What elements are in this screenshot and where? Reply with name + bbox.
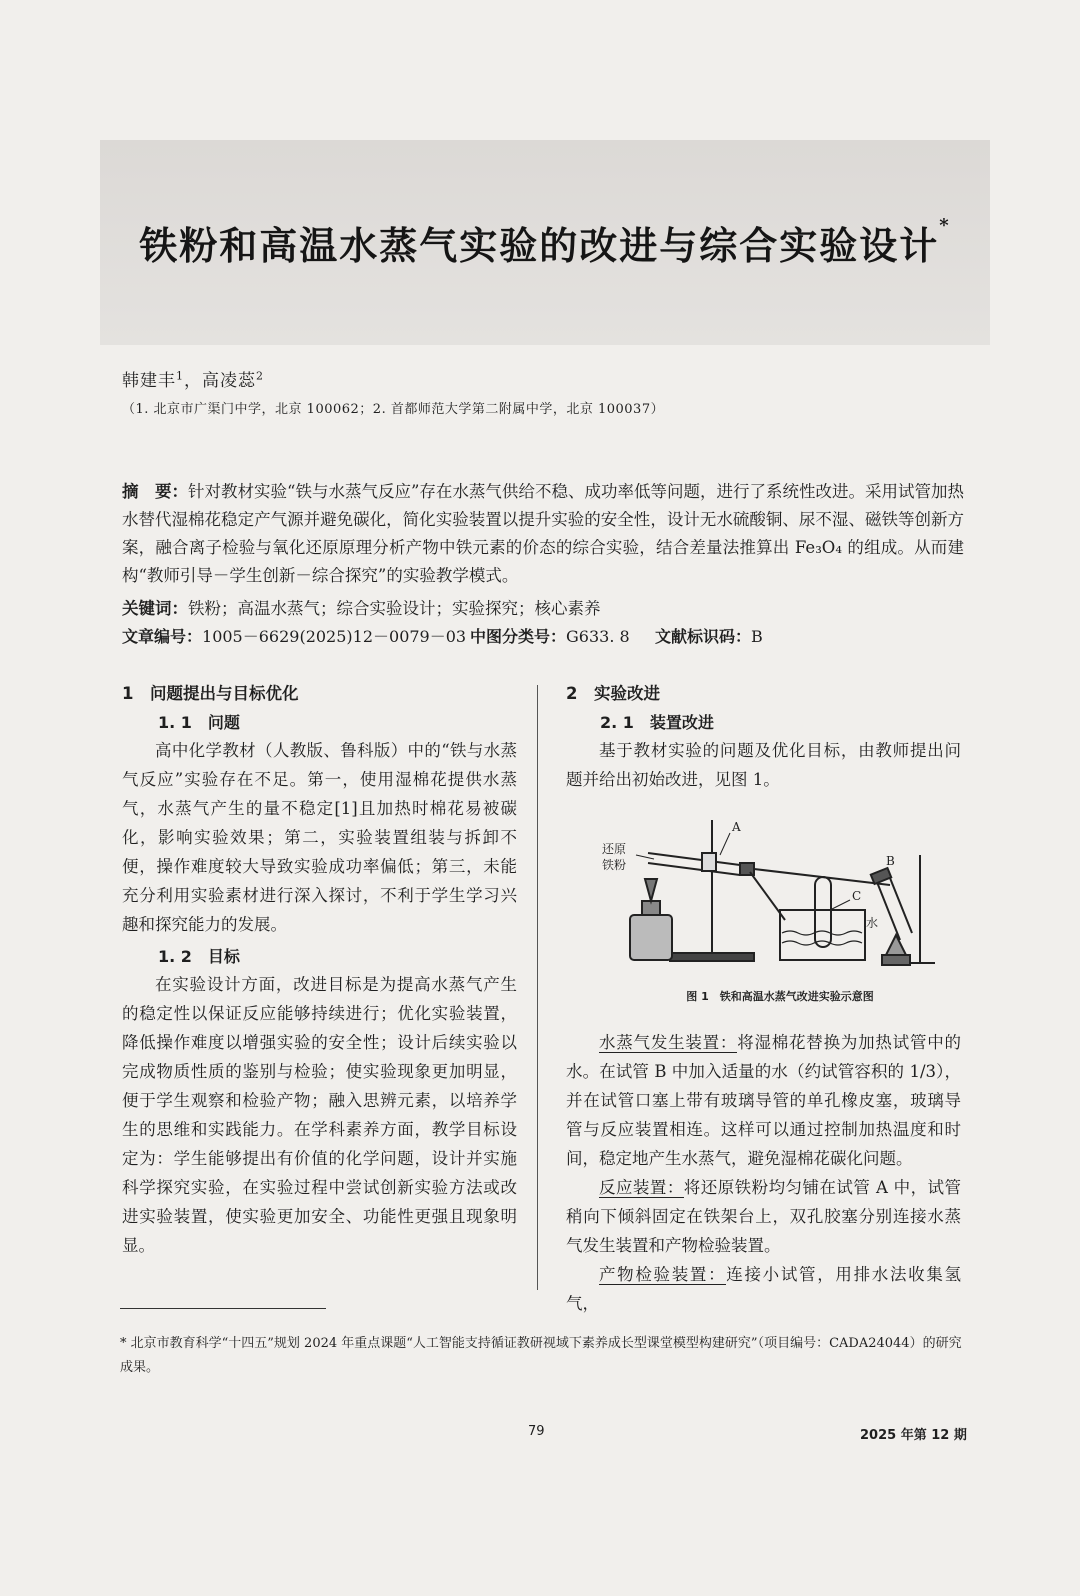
label-iron-2: 铁粉 <box>602 858 627 872</box>
label-iron-1: 还原 <box>602 842 627 856</box>
section-1-1-heading: 1. 1 问题 <box>158 713 240 732</box>
section-1-2-heading: 1. 2 目标 <box>158 947 240 966</box>
section-2-1-details: 水蒸气发生装置：将湿棉花替换为加热试管中的水。在试管 B 中加入适量的水（约试管容积的 1/3），并在试管口塞上带有玻璃导管的单孔橡皮塞，玻璃导管与反应装置相连。这样可以通过控制加热温度和时间，稳定地产生水蒸气，避免湿棉花碳化问题。 反应装置：将还原铁粉均匀铺在试管 A 中，试管稍向下倾斜固定在铁架台上，双孔胶塞分别连接水蒸气发生装置和产物检验装置。 产物检验装置：连接小试管，用排水法收集氢气， <box>566 1033 962 1313</box>
section-1-2-body: 在实验设计方面，改进目标是为提高水蒸气产生的稳定性以保证反应能够持续进行；优化实验装置，降低操作难度以增强实验的安全性；设计后续实验以完成物质性质的鉴别与检验；使实验现象更加明显，便于学生观察和检验产物；融入思辨元素，以培养学生的思维和实践能力。在学科素养方面，教学目标设定为：学生能够提出有价值的化学问题，设计并实施科学探究实验，在实验过程中尝试创新实验方法或改进实验装置，使实验更加安全、功能性更强且现象明显。 <box>122 975 517 1255</box>
document-code: 文献标识码：B <box>655 627 763 646</box>
section-2-1-body: 基于教材实验的问题及优化目标，由教师提出问题并给出初始改进，见图 1。 <box>566 741 961 789</box>
footnote: * 北京市教育科学“十四五”规划 2024 年重点课题“人工智能支持循证教研视域下素养成长型课堂模型构建研究”（项目编号：CADA24044）的研究成果。 <box>120 1336 962 1375</box>
section-1-heading: 1 问题提出与目标优化 <box>122 684 299 703</box>
affiliations: （1. 北京市广渠门中学，北京 100062；2. 首都师范大学第二附属中学，北京 100037） <box>122 402 665 417</box>
footnote-rule <box>120 1308 326 1309</box>
keywords: 关键词：铁粉；高温水蒸气；综合实验设计；实验探究；核心素养 <box>122 599 601 618</box>
water-trough <box>780 910 865 960</box>
clc-number: 中图分类号：G633. 8 <box>470 627 630 646</box>
collecting-tube-c <box>815 877 831 947</box>
page-number: 79 <box>528 1424 545 1439</box>
figure-caption: 图 1 铁和高温水蒸气改进实验示意图 <box>686 990 874 1003</box>
label-b: B <box>886 854 895 868</box>
label-water: 水 <box>866 916 879 930</box>
apparatus-figure <box>590 815 950 985</box>
column-divider <box>537 685 538 1290</box>
issue-label: 2025 年第 12 期 <box>860 1428 967 1443</box>
section-1-1-body: 高中化学教材（人教版、鲁科版）中的“铁与水蒸气反应”实验存在不足。第一，使用湿棉花提供水蒸气，水蒸气产生的量不稳定[1]且加热时棉花易被碳化，影响实验效果；第二，实验装置组装与拆卸不便，操作难度较大导致实验成功率偏低；第三，未能充分利用实验素材进行深入探讨，不利于学生学习兴趣和探究能力的发展。 <box>122 741 517 934</box>
label-a: A <box>732 820 741 834</box>
clamp <box>702 853 716 871</box>
abstract: 摘 要：针对教材实验“铁与水蒸气反应”存在水蒸气供给不稳、成功率低等问题，进行了系统性改进。采用试管加热水替代湿棉花稳定产气源并避免碳化，简化实验装置以提升实验的安全性，设计无水硫酸铜、尿不湿、磁铁等创新方案，融合离子检验与氧化还原原理分析产物中铁元素的价态的综合实验，结合差量法推算出 Fe₃O₄ 的组成。从而建构“教师引导－学生创新－综合探究”的实验教学模式。 <box>122 482 965 585</box>
authors: 韩建丰$^1$，高凌蕊$^2$ <box>122 369 264 391</box>
alcohol-lamp <box>630 915 672 960</box>
section-2-heading: 2 实验改进 <box>566 684 660 703</box>
iron-stand-base <box>670 953 754 961</box>
article-title: 铁粉和高温水蒸气实验的改进与综合实验设计* <box>139 215 951 268</box>
article-number: 文章编号：1005－6629(2025)12－0079－03 <box>122 627 467 646</box>
label-c: C <box>852 889 862 903</box>
section-2-1-heading: 2. 1 装置改进 <box>600 713 714 732</box>
